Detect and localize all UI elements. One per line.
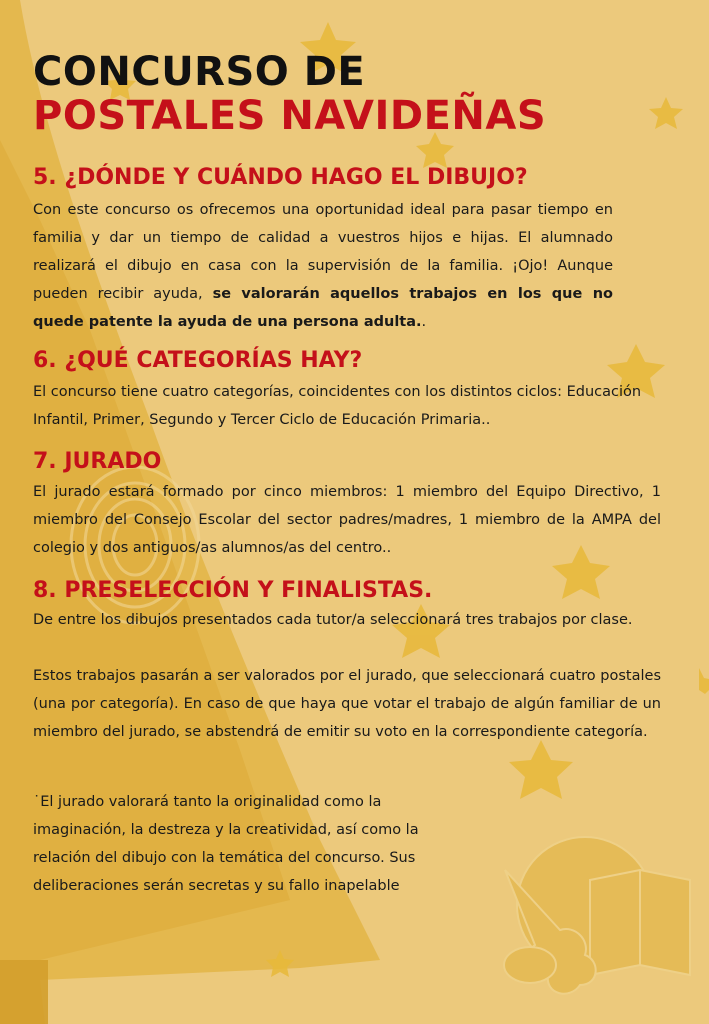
section-heading-where-when: 5. ¿DÓNDE Y CUÁNDO HAGO EL DIBUJO?	[33, 165, 528, 190]
section-text-jury: El jurado estará formado por cinco miembros: 1 miembro del Equipo Directivo, 1 miembro del Consejo Escolar del sector padres/madres, 1 miembro de la AMPA del colegio y dos antiguos/as alumnos/as del centro..	[33, 484, 661, 556]
section-text-finalists-1: De entre los dibujos presentados cada tutor/a seleccionará tres trabajos por clase.	[33, 612, 633, 628]
section-heading-jury: 7. JURADO	[33, 449, 162, 474]
section-text-bold: se valorarán aquellos trabajos en los que no quede patente la ayuda de una persona adulta.	[33, 286, 613, 330]
jury-criteria-note: ˙El jurado valorará tanto la originalidad como la imaginación, la destreza y la creatividad, así como la relación del dibujo con la temática del concurso. Sus deliberaciones serán secretas y su fallo inapelable	[33, 794, 419, 894]
section-heading-finalists: 8. PRESELECCIÓN Y FINALISTAS.	[33, 578, 433, 603]
section-text-part: Con este concurso os ofrecemos una oportunidad ideal para pasar tiempo en familia y dar un tiempo de calidad a vuestros hijos e hijas. El alumnado realizará el dibujo en casa con la supervisión de la familia. ¡Ojo! Aunque pueden recibir ayuda,	[33, 202, 613, 302]
section-text-finalists-2: Estos trabajos pasarán a ser valorados por el jurado, que seleccionará cuatro postales (una por categoría). En caso de que haya que votar el trabajo de algún familiar de un miembro del jurado, se abstendrá de emitir su voto en la correspondiente categoría.	[33, 668, 661, 740]
page-title-line1: CONCURSO DE	[33, 49, 366, 95]
section-text-categories: El concurso tiene cuatro categorías, coincidentes con los distintos ciclos: Educación Infantil, Primer, Segundo y Tercer Ciclo de Educación Primaria..	[33, 384, 642, 428]
page-title-line2: POSTALES NAVIDEÑAS	[33, 93, 547, 139]
section-text-where-when	[33, 196, 613, 336]
section-text-part: .	[421, 314, 427, 330]
section-heading-categories: 6. ¿QUÉ CATEGORÍAS HAY?	[33, 348, 363, 373]
